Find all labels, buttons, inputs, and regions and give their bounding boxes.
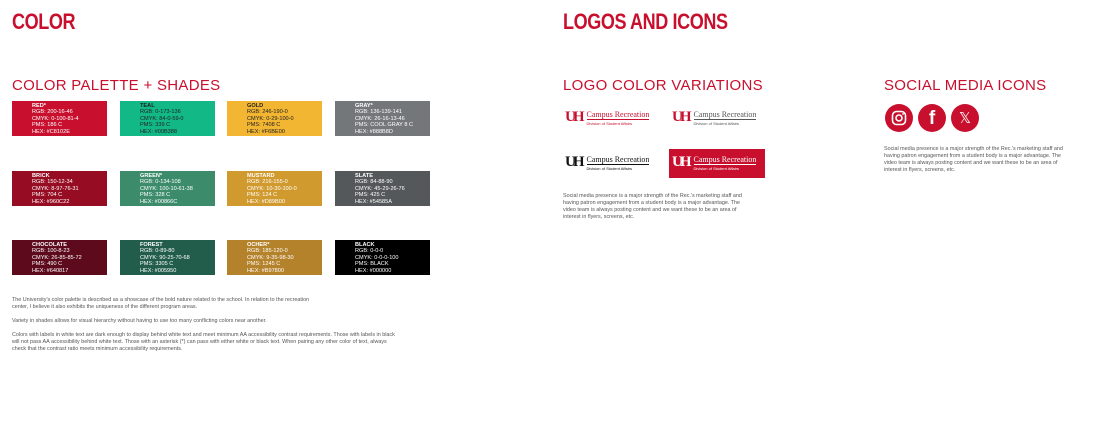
color-title: COLOR bbox=[12, 9, 76, 34]
color-swatch bbox=[120, 240, 215, 275]
color-swatch bbox=[335, 171, 430, 206]
swatch-rgb: RGB: 246-190-0 bbox=[247, 109, 288, 116]
swatch-hex: HEX: #B97800 bbox=[247, 267, 285, 274]
swatch-rgb: RGB: 100-8-23 bbox=[32, 248, 70, 255]
logo-name: Campus Recreation bbox=[586, 154, 650, 164]
uh-mark-icon: UH bbox=[565, 109, 582, 125]
swatch-hex: HEX: #00866C bbox=[140, 198, 178, 205]
color-swatch bbox=[120, 171, 215, 206]
swatch-hex: HEX: #C8102E bbox=[32, 128, 70, 135]
logo-sub: Division of Student Affairs bbox=[694, 119, 757, 126]
swatch-hex: HEX: #888B8D bbox=[355, 128, 393, 135]
swatch-name: OCHER* bbox=[247, 242, 270, 248]
swatch-cmyk: CMYK: 26-16-13-46 bbox=[355, 115, 405, 122]
swatch-rgb: RGB: 0-173-136 bbox=[140, 109, 181, 116]
swatch-pms: PMS: 328 C bbox=[140, 192, 171, 199]
swatch-rgb: RGB: 0-0-0 bbox=[355, 248, 384, 255]
swatch-name: CHOCOLATE bbox=[32, 242, 68, 248]
facebook-glyph: f bbox=[928, 108, 936, 129]
swatch-rgb: RGB: 84-88-90 bbox=[355, 179, 393, 186]
swatch-name: FOREST bbox=[140, 242, 163, 248]
uh-mark-icon: UH bbox=[565, 154, 582, 170]
swatch-name: SLATE bbox=[355, 173, 373, 179]
facebook-icon[interactable] bbox=[918, 104, 946, 132]
swatch-pms: PMS: 704 C bbox=[32, 192, 63, 199]
swatch-rgb: RGB: 136-139-141 bbox=[355, 109, 402, 116]
swatch-hex: HEX: #000000 bbox=[355, 267, 392, 274]
logo-variations-heading: LOGO COLOR VARIATIONS bbox=[563, 77, 763, 94]
palette-paragraph-3: Colors with labels in white text are dark enough to display behind white text and meet minimum AA accessibility contrast requirements. Those with labels in black will not pass AA accessibility behind white text. Those with an asterisk (*) can pass with either white or black text. When pairing any other color of text, always check that the contrast ratio meets minimum accessibility requirements. bbox=[12, 332, 395, 352]
swatch-cmyk: CMYK: 0-29-100-0 bbox=[247, 115, 294, 122]
swatch-hex: HEX: #F6BE00 bbox=[247, 128, 285, 135]
swatch-name: GOLD bbox=[247, 103, 264, 109]
swatch-name: TEAL bbox=[140, 103, 155, 109]
x-glyph: 𝕏 bbox=[958, 109, 972, 127]
color-swatch bbox=[227, 171, 322, 206]
swatch-cmyk: CMYK: 90-25-70-68 bbox=[140, 254, 190, 261]
instagram-icon[interactable] bbox=[885, 104, 913, 132]
swatch-name: BLACK bbox=[355, 242, 375, 248]
swatch-hex: HEX: #960C22 bbox=[32, 198, 70, 205]
swatch-hex: HEX: #54585A bbox=[355, 198, 393, 205]
logo-red-gray bbox=[672, 109, 756, 126]
swatch-cmyk: CMYK: 0-100-81-4 bbox=[32, 115, 79, 122]
swatch-hex: HEX: #640817 bbox=[32, 267, 69, 274]
swatch-name: BRICK bbox=[32, 173, 50, 179]
swatch-rgb: RGB: 0-89-80 bbox=[140, 248, 175, 255]
social-paragraph: Social media presence is a major strength of the Rec.'s marketing staff and having patron engagement from a student body is a major advantage. The video team is always posting content and we want these to be an area of interest in flyers, screens, etc. bbox=[884, 146, 1063, 173]
swatch-name: GREEN* bbox=[140, 173, 163, 179]
swatch-hex: HEX: #005950 bbox=[140, 267, 177, 274]
swatch-rgb: RGB: 216-155-0 bbox=[247, 179, 288, 186]
logo-paragraph: Social media presence is a major strength of the Rec.'s marketing staff and having patron engagement from a student body is a major advantage. The video team is always posting content and we want these to be an area of interest in flyers, screens, etc. bbox=[563, 193, 742, 220]
logo-name: Campus Recreation bbox=[693, 154, 757, 164]
swatch-cmyk: CMYK: 26-85-85-72 bbox=[32, 254, 82, 261]
logos-icons-title: LOGOS AND ICONS bbox=[563, 9, 728, 34]
swatch-name: RED* bbox=[32, 103, 46, 109]
color-swatch bbox=[335, 240, 430, 275]
x-icon[interactable] bbox=[951, 104, 979, 132]
social-media-heading: SOCIAL MEDIA ICONS bbox=[884, 77, 1047, 94]
swatch-hex: HEX: #00B388 bbox=[140, 128, 178, 135]
logo-name: Campus Recreation bbox=[586, 109, 650, 119]
logo-sub: Division of Student Affairs bbox=[587, 119, 650, 126]
logo-sub: Division of Student Affairs bbox=[587, 164, 650, 171]
color-swatch bbox=[12, 171, 107, 206]
color-swatch bbox=[335, 101, 430, 136]
swatch-pms: PMS: 490 C bbox=[32, 261, 63, 268]
swatch-rgb: RGB: 200-16-46 bbox=[32, 109, 73, 116]
swatch-hex: HEX: #D89B00 bbox=[247, 198, 285, 205]
logo-black bbox=[565, 154, 649, 171]
color-swatch bbox=[12, 101, 107, 136]
swatch-pms: PMS: 3305 C bbox=[140, 261, 174, 268]
swatch-cmyk: CMYK: 10-30-100-0 bbox=[247, 185, 297, 192]
logo-white bbox=[672, 154, 756, 171]
swatch-pms: PMS: 7408 C bbox=[247, 122, 281, 129]
palette-heading: COLOR PALETTE + SHADES bbox=[12, 77, 221, 94]
palette-paragraph-1: The University's color palette is described as a showcase of the bold nature related to the school. In relation to the recreation center, I believe it also exhibits the uniqueness of the different program areas. bbox=[12, 297, 310, 310]
swatch-pms: PMS: 124 C bbox=[247, 192, 278, 199]
swatch-pms: PMS: 425 C bbox=[355, 192, 386, 199]
instagram-glyph bbox=[891, 110, 907, 126]
logo-sub: Division of Student Affairs bbox=[694, 164, 757, 171]
color-swatch bbox=[12, 240, 107, 275]
swatch-cmyk: CMYK: 100-10-61-38 bbox=[140, 185, 193, 192]
swatch-cmyk: CMYK: 45-29-26-76 bbox=[355, 185, 405, 192]
swatch-cmyk: CMYK: 0-0-0-100 bbox=[355, 254, 399, 261]
logo-red bbox=[565, 109, 649, 126]
palette-paragraph-2: Variety in shades allows for visual hierarchy without having to use too many conflicting colors near another. bbox=[12, 318, 267, 324]
swatch-pms: PMS: COOL GRAY 8 C bbox=[355, 122, 414, 129]
swatch-rgb: RGB: 0-134-108 bbox=[140, 179, 181, 186]
swatch-pms: PMS: 1245 C bbox=[247, 261, 281, 268]
swatch-name: GRAY* bbox=[355, 103, 373, 109]
swatch-pms: PMS: 186 C bbox=[32, 122, 63, 129]
uh-mark-icon: UH bbox=[672, 154, 689, 170]
swatch-pms: PMS: 339 C bbox=[140, 122, 171, 129]
swatch-rgb: RGB: 185-120-0 bbox=[247, 248, 288, 255]
color-swatch bbox=[120, 101, 215, 136]
logo-name: Campus Recreation bbox=[693, 109, 757, 119]
color-swatch bbox=[227, 101, 322, 136]
uh-mark-icon: UH bbox=[672, 109, 689, 125]
swatch-rgb: RGB: 150-12-34 bbox=[32, 179, 73, 186]
swatch-cmyk: CMYK: 84-0-59-0 bbox=[140, 115, 184, 122]
swatch-cmyk: CMYK: 8-97-76-31 bbox=[32, 185, 79, 192]
swatch-pms: PMS: BLACK bbox=[355, 261, 389, 268]
swatch-name: MUSTARD bbox=[247, 173, 275, 179]
swatch-cmyk: CMYK: 9-35-98-30 bbox=[247, 254, 294, 261]
color-swatch bbox=[227, 240, 322, 275]
